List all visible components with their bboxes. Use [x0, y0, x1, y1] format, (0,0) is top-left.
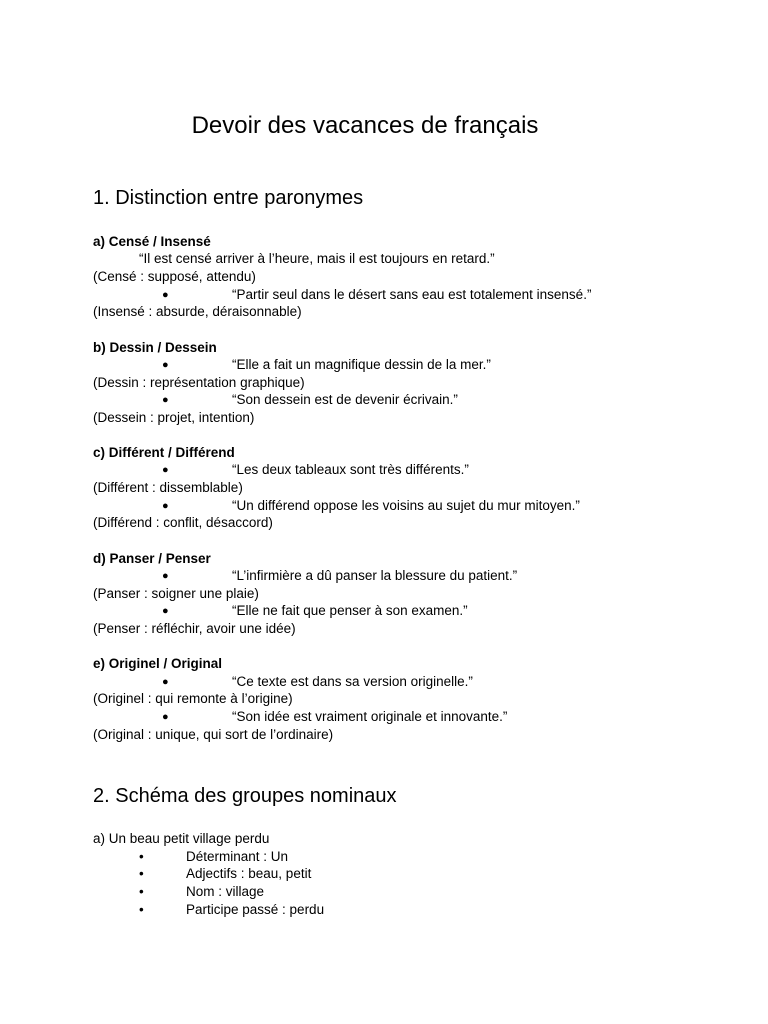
page-title: Devoir des vacances de français [191, 112, 539, 139]
subsection-a-label: a) Un beau petit village perdu [93, 831, 270, 846]
bullet-icon: ● [162, 359, 169, 371]
definition-line: (Différend : conflit, désaccord) [93, 515, 273, 530]
bullet-icon: • [139, 849, 144, 864]
example-quote: “Son dessein est de devenir écrivain.” [232, 392, 458, 407]
list-item: Déterminant : Un [186, 849, 289, 864]
bullet-icon: • [139, 902, 144, 917]
subsection-b-label: b) Dessin / Dessein [93, 340, 217, 355]
subsection-d-label: d) Panser / Penser [93, 551, 211, 566]
bullet-icon: ● [162, 464, 169, 476]
list-item: Nom : village [186, 884, 265, 899]
subsection-c-label: c) Différent / Différend [93, 445, 235, 460]
subsection-e-label: e) Originel / Original [93, 656, 223, 671]
example-quote: “Elle a fait un magnifique dessin de la mer.” [232, 357, 491, 372]
definition-line: (Original : unique, qui sort de l’ordinaire) [93, 727, 334, 742]
example-quote: “Elle ne fait que penser à son examen.” [232, 603, 468, 618]
example-quote: “Les deux tableaux sont très différents.” [232, 462, 469, 477]
bullet-icon: ● [162, 500, 169, 512]
bullet-icon: ● [162, 711, 169, 723]
definition-line: (Penser : réfléchir, avoir une idée) [93, 621, 296, 636]
definition-line: (Dessein : projet, intention) [93, 410, 255, 425]
list-item: Adjectifs : beau, petit [186, 866, 312, 881]
section-1-heading: 1. Distinction entre paronymes [93, 187, 364, 209]
definition-line: (Censé : supposé, attendu) [93, 269, 256, 284]
example-quote: “L’infirmière a dû panser la blessure du patient.” [232, 568, 518, 583]
definition-line: (Panser : soigner une plaie) [93, 586, 259, 601]
bullet-icon: ● [162, 394, 169, 406]
example-quote: “Ce texte est dans sa version originelle.” [232, 674, 473, 689]
example-quote: “Il est censé arriver à l’heure, mais il est toujours en retard.” [139, 251, 495, 266]
bullet-icon: ● [162, 570, 169, 582]
definition-line: (Différent : dissemblable) [93, 480, 243, 495]
bullet-icon: ● [162, 676, 169, 688]
definition-line: (Insensé : absurde, déraisonnable) [93, 304, 302, 319]
example-quote: “Partir seul dans le désert sans eau est totalement insensé.” [232, 287, 592, 302]
definition-line: (Dessin : représentation graphique) [93, 375, 305, 390]
bullet-icon: • [139, 884, 144, 899]
section-2-heading: 2. Schéma des groupes nominaux [93, 785, 397, 807]
bullet-icon: • [139, 866, 144, 881]
example-quote: “Son idée est vraiment originale et innovante.” [232, 709, 508, 724]
subsection-a-label: a) Censé / Insensé [93, 234, 211, 249]
example-quote: “Un différend oppose les voisins au sujet du mur mitoyen.” [232, 498, 580, 513]
bullet-icon: ● [162, 605, 169, 617]
definition-line: (Originel : qui remonte à l’origine) [93, 691, 293, 706]
bullet-icon: ● [162, 289, 169, 301]
list-item: Participe passé : perdu [186, 902, 325, 917]
